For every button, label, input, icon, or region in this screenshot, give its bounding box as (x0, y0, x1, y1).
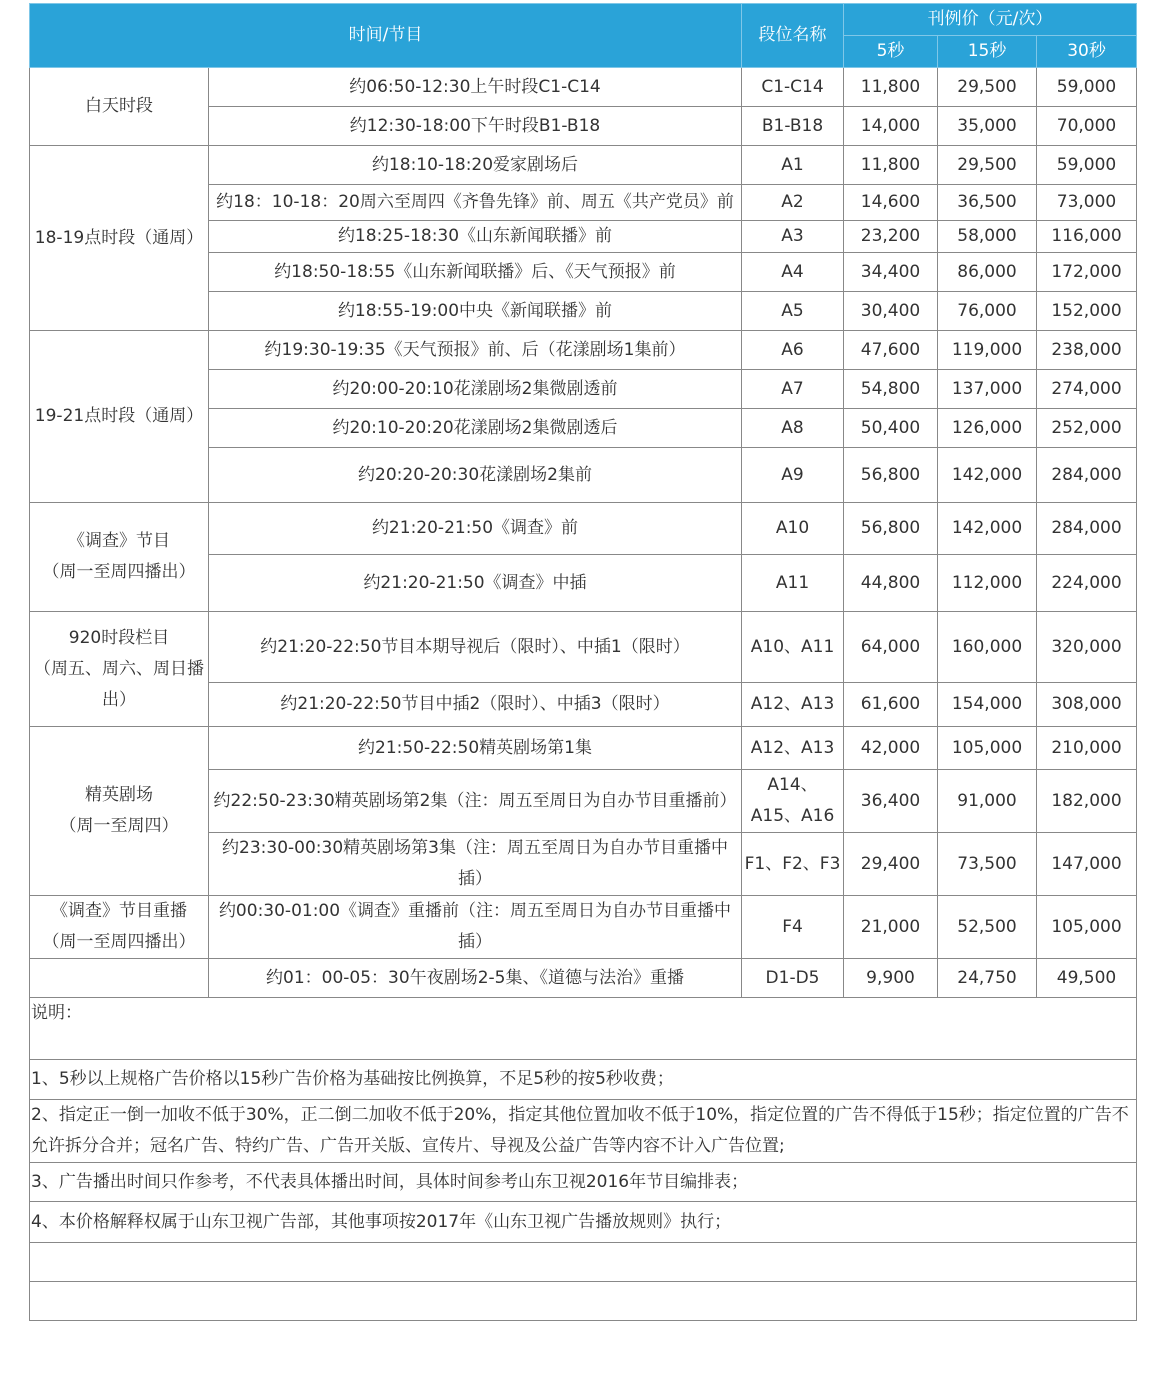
empty-row (30, 1282, 1137, 1321)
program-cell: 约22:50-23:30精英剧场第2集（注：周五至周日为自办节目重播前） (209, 770, 742, 833)
slot-name-cell: A10 (742, 503, 844, 555)
price-15s-cell: 112,000 (938, 555, 1037, 612)
time-block-label-line: 出） (102, 689, 136, 710)
time-block-label (30, 331, 209, 503)
program-cell: 约20:10-20:20花漾剧场2集微剧透后 (209, 409, 742, 448)
program-cell: 约21:20-22:50节目中插2（限时）、中插3（限时） (209, 683, 742, 727)
slot-name-cell: A8 (742, 409, 844, 448)
notes-row (30, 1100, 1137, 1163)
price-30s-cell: 59,000 (1037, 68, 1137, 107)
price-30s-cell: 238,000 (1037, 331, 1137, 370)
price-15s-cell: 58,000 (938, 221, 1037, 253)
note-item: 2、指定正一倒一加收不低于30%，正二倒二加收不低于20%，指定其他位置加收不低于10%，指定位置的广告不得低于15秒；指定位置的广告不允许拆分合并；冠名广告、特约广告、广告开关版、宣传片、导视及公益广告等内容不计入广告位置; (30, 1100, 1137, 1163)
price-15s-cell: 137,000 (938, 370, 1037, 409)
notes-row (30, 1060, 1137, 1100)
header-price-group: 刊例价（元/次） (844, 4, 1137, 36)
slot-name-cell: A14、A15、A16 (742, 770, 844, 833)
price-5s-cell: 44,800 (844, 555, 938, 612)
slot-name-cell: A6 (742, 331, 844, 370)
price-15s-cell: 29,500 (938, 146, 1037, 185)
program-cell: 约00:30-01:00《调查》重播前（注：周五至周日为自办节目重播中插） (209, 896, 742, 959)
program-cell: 约01：00-05：30午夜剧场2-5集、《道德与法治》重播 (209, 959, 742, 998)
table-row (30, 331, 1137, 370)
program-cell: 约18:10-18:20爱家剧场后 (209, 146, 742, 185)
price-30s-cell: 224,000 (1037, 555, 1137, 612)
slot-name-cell: A7 (742, 370, 844, 409)
time-block-label-line: 白天时段 (85, 96, 153, 116)
price-30s-cell: 49,500 (1037, 959, 1137, 998)
program-cell: 约18:55-19:00中央《新闻联播》前 (209, 292, 742, 331)
table-header (30, 4, 1137, 68)
rate-card-table (29, 3, 1137, 1321)
price-30s-cell: 284,000 (1037, 448, 1137, 503)
time-block-label (30, 146, 209, 331)
table-body (30, 68, 1137, 998)
price-5s-cell: 23,200 (844, 221, 938, 253)
price-15s-cell: 86,000 (938, 253, 1037, 292)
slot-name-cell: F4 (742, 896, 844, 959)
program-cell: 约23:30-00:30精英剧场第3集（注：周五至周日为自办节目重播中插） (209, 833, 742, 896)
time-block-label-line: （周一至周四播出） (42, 932, 196, 952)
notes-row (30, 1202, 1137, 1243)
program-cell: 约06:50-12:30上午时段C1-C14 (209, 68, 742, 107)
price-15s-cell: 52,500 (938, 896, 1037, 959)
time-block-label (30, 612, 209, 727)
price-15s-cell: 91,000 (938, 770, 1037, 833)
price-15s-cell: 142,000 (938, 448, 1037, 503)
price-30s-cell: 308,000 (1037, 683, 1137, 727)
price-30s-cell: 73,000 (1037, 185, 1137, 221)
slot-name-cell: A1 (742, 146, 844, 185)
price-15s-cell: 29,500 (938, 68, 1037, 107)
slot-name-cell: A9 (742, 448, 844, 503)
price-30s-cell: 152,000 (1037, 292, 1137, 331)
time-block-label-line: （周一至周四播出） (42, 562, 196, 582)
price-5s-cell: 64,000 (844, 612, 938, 683)
program-cell: 约21:20-22:50节目本期导视后（限时）、中插1（限时） (209, 612, 742, 683)
price-5s-cell: 14,600 (844, 185, 938, 221)
price-15s-cell: 160,000 (938, 612, 1037, 683)
table-row (30, 896, 1137, 959)
notes-row (30, 1243, 1137, 1282)
price-5s-cell: 42,000 (844, 727, 938, 770)
price-15s-cell: 142,000 (938, 503, 1037, 555)
price-30s-cell: 284,000 (1037, 503, 1137, 555)
program-cell: 约21:20-21:50《调查》前 (209, 503, 742, 555)
time-block-label-line: 19-21点时段（通周） (34, 406, 204, 426)
time-block-label-line: 精英剧场 (85, 785, 153, 805)
slot-name-cell: A5 (742, 292, 844, 331)
price-5s-cell: 50,400 (844, 409, 938, 448)
price-30s-cell: 320,000 (1037, 612, 1137, 683)
price-5s-cell: 36,400 (844, 770, 938, 833)
price-5s-cell: 56,800 (844, 503, 938, 555)
price-15s-cell: 35,000 (938, 107, 1037, 146)
price-15s-cell: 105,000 (938, 727, 1037, 770)
note-item: 1、5秒以上规格广告价格以15秒广告价格为基础按比例换算，不足5秒的按5秒收费； (30, 1060, 1137, 1100)
header-program: 时间/节目 (30, 4, 742, 68)
program-cell: 约21:50-22:50精英剧场第1集 (209, 727, 742, 770)
program-cell: 约18：10-18：20周六至周四《齐鲁先锋》前、周五《共产党员》前 (209, 185, 742, 221)
price-5s-cell: 30,400 (844, 292, 938, 331)
slot-name-cell: A4 (742, 253, 844, 292)
price-15s-cell: 73,500 (938, 833, 1037, 896)
time-block-label-line: 920时段栏目 (68, 627, 170, 648)
notes-row (30, 1163, 1137, 1202)
price-5s-cell: 11,800 (844, 68, 938, 107)
table-row (30, 68, 1137, 107)
program-cell: 约21:20-21:50《调查》中插 (209, 555, 742, 612)
program-cell: 约18:50-18:55《山东新闻联播》后、《天气预报》前 (209, 253, 742, 292)
price-15s-cell: 126,000 (938, 409, 1037, 448)
price-30s-cell: 252,000 (1037, 409, 1137, 448)
notes-row (30, 1282, 1137, 1321)
time-block-label-line: 18-19点时段（通周） (34, 227, 204, 248)
slot-name-cell: A10、A11 (742, 612, 844, 683)
time-block-label (30, 959, 209, 998)
table-row (30, 959, 1137, 998)
price-5s-cell: 61,600 (844, 683, 938, 727)
slot-name-cell: D1-D5 (742, 959, 844, 998)
price-15s-cell: 76,000 (938, 292, 1037, 331)
time-block-label-line: 《调查》节目重播 (51, 901, 187, 921)
table-row (30, 612, 1137, 683)
table-row (30, 727, 1137, 770)
price-30s-cell: 182,000 (1037, 770, 1137, 833)
table-row (30, 503, 1137, 555)
price-5s-cell: 34,400 (844, 253, 938, 292)
header-5s: 5秒 (844, 36, 938, 68)
slot-name-cell: A3 (742, 221, 844, 253)
program-cell: 约20:00-20:10花漾剧场2集微剧透前 (209, 370, 742, 409)
price-30s-cell: 116,000 (1037, 221, 1137, 253)
price-30s-cell: 274,000 (1037, 370, 1137, 409)
time-block-label-line: （周一至周四） (59, 816, 179, 836)
price-30s-cell: 59,000 (1037, 146, 1137, 185)
program-cell: 约12:30-18:00下午时段B1-B18 (209, 107, 742, 146)
slot-name-cell: F1、F2、F3 (742, 833, 844, 896)
price-30s-cell: 210,000 (1037, 727, 1137, 770)
table-row (30, 146, 1137, 185)
slot-name-cell: C1-C14 (742, 68, 844, 107)
price-5s-cell: 9,900 (844, 959, 938, 998)
notes-section (30, 998, 1137, 1321)
price-5s-cell: 29,400 (844, 833, 938, 896)
price-5s-cell: 11,800 (844, 146, 938, 185)
price-30s-cell: 70,000 (1037, 107, 1137, 146)
price-15s-cell: 154,000 (938, 683, 1037, 727)
slot-name-cell: B1-B18 (742, 107, 844, 146)
slot-name-cell: A11 (742, 555, 844, 612)
slot-name-cell: A12、A13 (742, 683, 844, 727)
time-block-label-line: 《调查》节目 (68, 531, 170, 551)
price-5s-cell: 54,800 (844, 370, 938, 409)
time-block-label (30, 503, 209, 612)
empty-row (30, 1243, 1137, 1282)
price-5s-cell: 56,800 (844, 448, 938, 503)
header-30s: 30秒 (1037, 36, 1137, 68)
slot-name-cell: A12、A13 (742, 727, 844, 770)
program-cell: 约18:25-18:30《山东新闻联播》前 (209, 221, 742, 253)
time-block-label (30, 896, 209, 959)
time-block-label (30, 727, 209, 896)
notes-row (30, 998, 1137, 1060)
header-15s: 15秒 (938, 36, 1037, 68)
program-cell: 约20:20-20:30花漾剧场2集前 (209, 448, 742, 503)
note-item: 3、广告播出时间只作参考，不代表具体播出时间，具体时间参考山东卫视2016年节目编排表； (30, 1163, 1137, 1202)
price-5s-cell: 14,000 (844, 107, 938, 146)
price-15s-cell: 24,750 (938, 959, 1037, 998)
price-15s-cell: 36,500 (938, 185, 1037, 221)
time-block-label (30, 68, 209, 146)
slot-name-cell: A2 (742, 185, 844, 221)
price-30s-cell: 147,000 (1037, 833, 1137, 896)
note-item: 4、本价格解释权属于山东卫视广告部，其他事项按2017年《山东卫视广告播放规则》执行； (30, 1202, 1137, 1243)
price-5s-cell: 47,600 (844, 331, 938, 370)
price-30s-cell: 172,000 (1037, 253, 1137, 292)
notes-title: 说明： (30, 998, 1137, 1060)
header-slot-name: 段位名称 (742, 4, 844, 68)
price-5s-cell: 21,000 (844, 896, 938, 959)
price-30s-cell: 105,000 (1037, 896, 1137, 959)
price-15s-cell: 119,000 (938, 331, 1037, 370)
time-block-label-line: （周五、周六、周日播 (34, 658, 204, 679)
program-cell: 约19:30-19:35《天气预报》前、后（花漾剧场1集前） (209, 331, 742, 370)
